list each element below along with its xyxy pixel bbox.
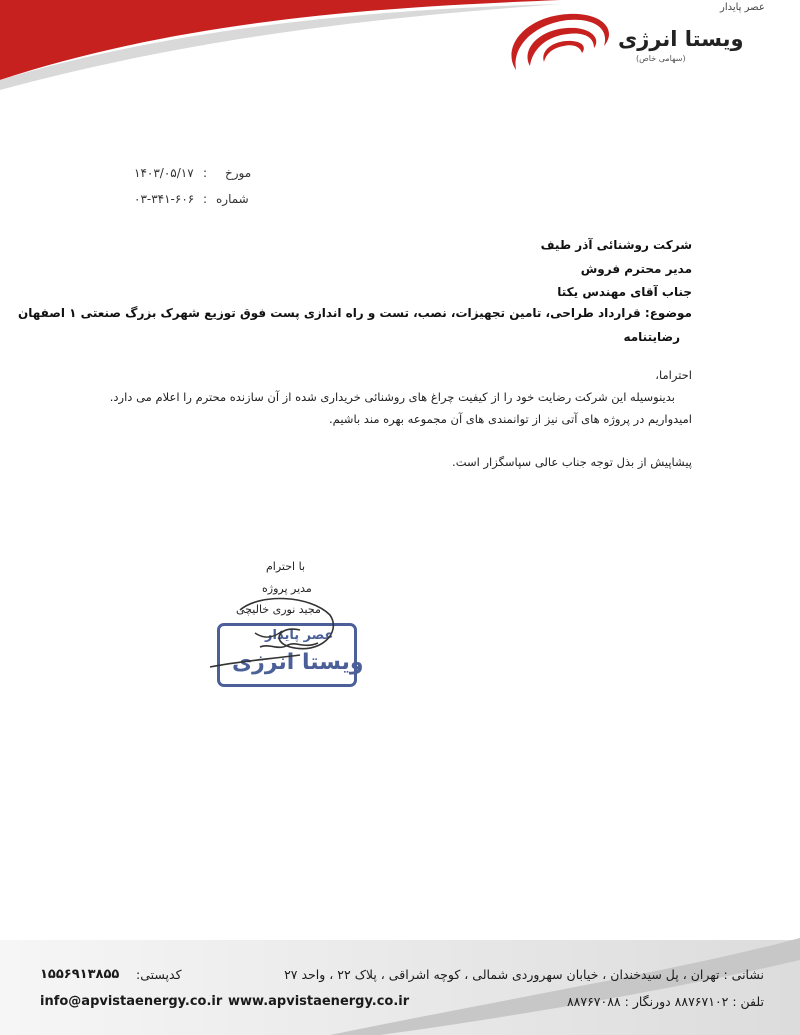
body-paragraph-2: امیدواریم در پروژه های آتی نیز از توانمندی های آن مجموعه بهره مند باشیم. [329,412,692,426]
closing-line: پیشاپیش از بذل توجه جناب عالی سپاسگزار است. [452,455,692,469]
recipient-company: شرکت روشنائی آذر طیف [540,238,692,252]
signature-regards: با احترام [266,560,306,573]
body-paragraph-1: بدینوسیله این شرکت رضایت خود را از کیفیت چراغ های روشنائی خریداری شده از آن سازنده محترم را اعلام می دارد. [109,390,675,404]
greeting: احتراما، [655,368,692,382]
footer-background [0,930,800,1035]
logo-company-small-text: عصر پایدار [720,2,765,13]
handwritten-signature [200,585,360,675]
footer-postal-label: کدپستی: [136,967,182,982]
number-separator: : [203,192,208,206]
footer-email-link[interactable]: info@apvistaenergy.co.ir [40,994,223,1009]
date-label: مورخ [225,166,252,180]
subject-continuation: رضایتنامه [623,330,680,344]
logo-swirl-icon [498,6,618,86]
number-label: شماره [216,192,249,206]
stamp-main-text: ویستا انرژی [232,650,364,675]
recipient-person: جناب آقای مهندس یکتا [557,285,692,299]
number-value: ۰۳-۳۴۱-۶۰۶ [134,192,195,206]
date-value: ۱۴۰۳/۰۵/۱۷ [134,166,194,180]
logo-company-type: (سهامی خاص) [636,54,686,63]
footer-postal-value: ۱۵۵۶۹۱۳۸۵۵ [40,967,120,982]
footer-phone-line: تلفن : ۸۸۷۶۷۱۰۲ دورنگار : ۸۸۷۶۷۰۸۸ [566,994,764,1009]
subject-line: موضوع: قرارداد طراحی، تامین تجهیزات، نصب، تست و راه اندازی پست فوق توزیع شهرک بزرگ صنعتی ۱ اصفهان [17,306,692,320]
signature-name: مجید نوری خالیچی [236,603,321,616]
date-separator: : [203,166,208,180]
recipient-position: مدیر محترم فروش [580,262,692,276]
footer-website-link[interactable]: www.apvistaenergy.co.ir [228,994,410,1009]
stamp-top-text: عصر پایدار [265,628,334,643]
signature-title: مدیر پروژه [262,582,312,595]
logo-company-name: ویستا انرژی [618,27,744,51]
footer-address: نشانی : تهران ، پل سیدخندان ، خیابان سهروردی شمالی ، کوچه اشراقی ، پلاک ۲۲ ، واحد ۲۷ [284,967,764,982]
